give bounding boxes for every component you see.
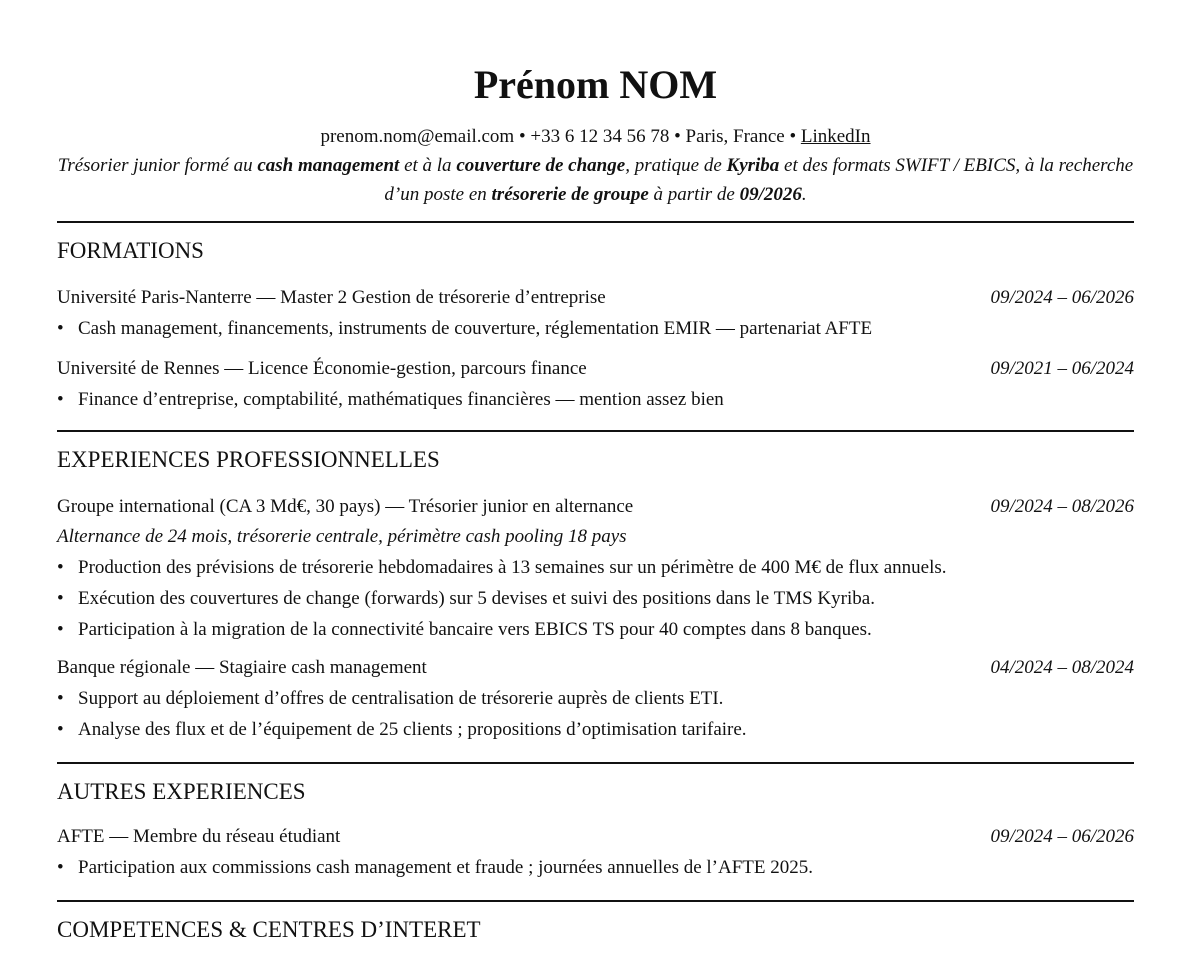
bullet-item: • Participation à la migration de la connectivité bancaire vers EBICS TS pour 40 comptes dans 8 banques. xyxy=(57,618,1134,642)
entry-header xyxy=(57,357,1134,381)
entry-header xyxy=(57,495,1134,519)
section-experiences xyxy=(57,430,1134,742)
summary-text: Trésorier junior formé au xyxy=(57,155,258,176)
entry-title: Banque régionale — Stagiaire cash management xyxy=(57,657,427,678)
email-text: prenom.nom@email.com xyxy=(320,126,515,147)
section-title: AUTRES EXPERIENCES xyxy=(57,779,306,804)
profile-summary xyxy=(57,151,1134,209)
entry-header xyxy=(57,825,1134,849)
entry-bullets xyxy=(57,556,1134,642)
separator: • xyxy=(669,126,686,147)
summary-text: et à la xyxy=(399,155,457,176)
bullet-item: • Finance d’entreprise, comptabilité, mathématiques financières — mention assez bien xyxy=(57,388,1134,412)
contact-line xyxy=(0,126,1191,148)
entry-header xyxy=(57,286,1134,310)
bullet-item: • Exécution des couvertures de change (forwards) sur 5 devises et suivi des positions dans le TMS Kyriba. xyxy=(57,587,1134,611)
phone-text: +33 6 12 34 56 78 xyxy=(530,126,670,147)
summary-text: à partir de xyxy=(648,184,740,205)
entry-dates: 04/2024 – 08/2024 xyxy=(990,657,1134,678)
entry-subtitle: Alternance de 24 mois, trésorerie centrale, périmètre cash pooling 18 pays xyxy=(57,526,627,547)
formation-entry xyxy=(57,286,1134,341)
summary-keyword: cash management xyxy=(257,155,400,176)
experience-entry xyxy=(57,656,1134,742)
bullet-item: • Analyse des flux et de l’équipement de 25 clients ; propositions d’optimisation tarifaire. xyxy=(57,718,1134,742)
bullet-item: • Support au déploiement d’offres de centralisation de trésorerie auprès de clients ETI. xyxy=(57,687,1134,711)
section-autres-experiences xyxy=(57,762,1134,880)
linkedin-link[interactable]: LinkedIn xyxy=(800,126,871,147)
bullet-item: • Participation aux commissions cash management et fraude ; journées annuelles de l’AFTE 2025. xyxy=(57,856,1134,880)
candidate-name: Prénom NOM xyxy=(473,62,718,107)
location-text: Paris, France xyxy=(685,126,785,147)
other-experience-entry xyxy=(57,825,1134,880)
separator: • xyxy=(514,126,531,147)
section-formations xyxy=(57,221,1134,412)
entry-title: Université Paris-Nanterre — Master 2 Gestion de trésorerie d’entreprise xyxy=(57,287,606,308)
entry-title: Université de Rennes — Licence Économie-gestion, parcours finance xyxy=(57,358,587,379)
section-title: FORMATIONS xyxy=(57,238,204,263)
section-competences xyxy=(57,900,1134,944)
summary-text: et des formats SWIFT / EBICS, à la recherche d’un poste en xyxy=(384,155,1134,205)
resume-header xyxy=(0,0,1191,209)
bullet-item: • Cash management, financements, instruments de couverture, réglementation EMIR — partenariat AFTE xyxy=(57,317,1134,341)
entry-title: Groupe international (CA 3 Md€, 30 pays) — Trésorier junior en alternance xyxy=(57,496,634,517)
bullet-item: • Production des prévisions de trésorerie hebdomadaires à 13 semaines sur un périmètre de 400 M€ de flux annuels. xyxy=(57,556,1134,580)
formation-entry xyxy=(57,357,1134,412)
entry-dates: 09/2024 – 08/2026 xyxy=(990,496,1134,517)
entry-bullets xyxy=(57,317,1134,341)
experience-entry xyxy=(57,495,1134,642)
separator: • xyxy=(784,126,801,147)
summary-keyword: couverture de change xyxy=(456,155,626,176)
entry-dates: 09/2021 – 06/2024 xyxy=(990,358,1134,379)
summary-keyword: 09/2026 xyxy=(739,184,802,205)
entry-dates: 09/2024 – 06/2026 xyxy=(990,826,1134,847)
entry-bullets xyxy=(57,388,1134,412)
entry-bullets xyxy=(57,856,1134,880)
entry-header xyxy=(57,656,1134,680)
summary-text: , pratique de xyxy=(625,155,727,176)
section-title: EXPERIENCES PROFESSIONNELLES xyxy=(57,447,440,472)
summary-keyword: Kyriba xyxy=(726,155,780,176)
summary-keyword: trésorerie de groupe xyxy=(491,184,649,205)
summary-text: . xyxy=(801,184,807,205)
entry-dates: 09/2024 – 06/2026 xyxy=(990,287,1134,308)
section-title: COMPETENCES & CENTRES D’INTERET xyxy=(57,917,481,942)
entry-title: AFTE — Membre du réseau étudiant xyxy=(57,826,341,847)
entry-bullets xyxy=(57,687,1134,742)
